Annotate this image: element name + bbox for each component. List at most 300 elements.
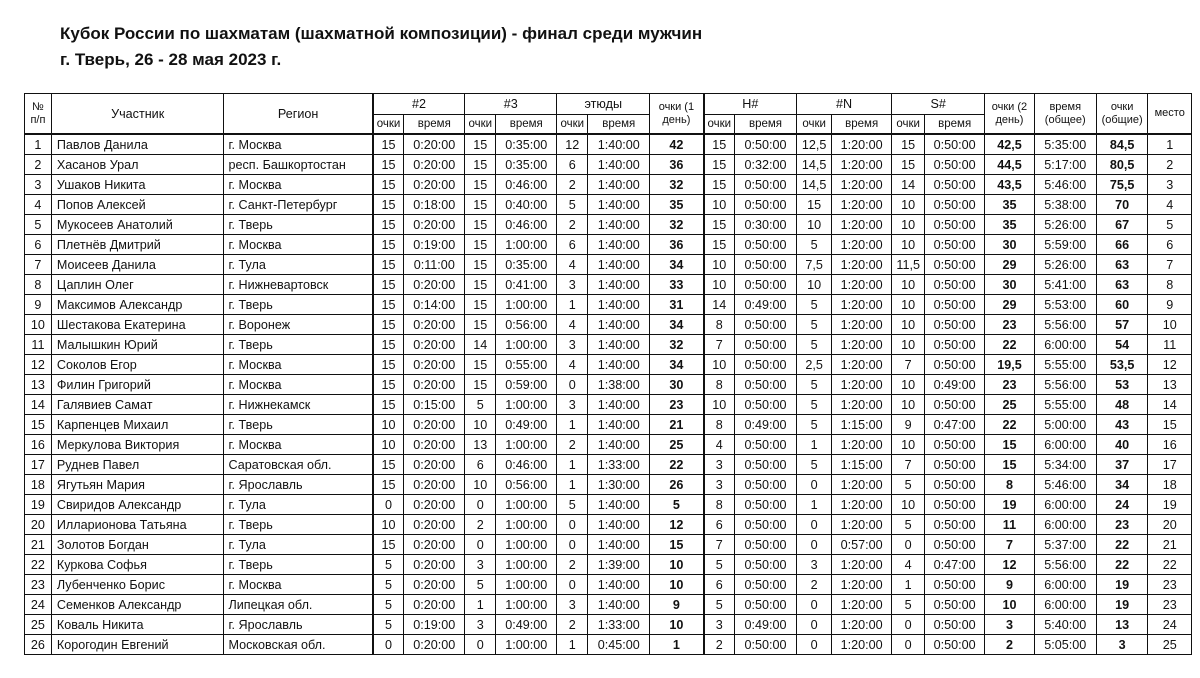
cell-g3-time: 0:55:00 [496, 355, 557, 375]
cell-g3-time: 0:56:00 [496, 315, 557, 335]
cell-place: 16 [1148, 435, 1192, 455]
table-row [25, 535, 1192, 555]
cell-g2-points: 15 [373, 455, 404, 475]
cell-s-points: 11,5 [892, 255, 925, 275]
cell-s-time: 0:50:00 [925, 435, 985, 455]
table-row [25, 575, 1192, 595]
cell-region: г. Нижневартовск [224, 275, 373, 295]
cell-etudes-points: 0 [557, 535, 588, 555]
cell-day1-points: 23 [650, 395, 704, 415]
subheader-time: время [735, 115, 797, 135]
cell-region: Московская обл. [224, 635, 373, 655]
cell-g2-points: 10 [373, 435, 404, 455]
cell-h-points: 15 [704, 134, 735, 155]
cell-n-points: 0 [797, 615, 832, 635]
cell-h-time: 0:50:00 [735, 575, 797, 595]
cell-s-time: 0:50:00 [925, 475, 985, 495]
cell-h-points: 7 [704, 535, 735, 555]
cell-etudes-time: 1:33:00 [588, 615, 650, 635]
cell-place: 8 [1148, 275, 1192, 295]
cell-points-total: 53,5 [1096, 355, 1148, 375]
cell-n-time: 1:20:00 [832, 315, 892, 335]
cell-s-time: 0:50:00 [925, 635, 985, 655]
cell-num: 2 [25, 155, 52, 175]
cell-etudes-time: 1:40:00 [588, 535, 650, 555]
cell-num: 6 [25, 235, 52, 255]
cell-day1-points: 34 [650, 355, 704, 375]
cell-g2-points: 15 [373, 255, 404, 275]
cell-participant: Максимов Александр [51, 295, 224, 315]
cell-g2-points: 15 [373, 235, 404, 255]
cell-etudes-points: 5 [557, 195, 588, 215]
cell-etudes-points: 1 [557, 415, 588, 435]
cell-num: 7 [25, 255, 52, 275]
col-header-day1: очки (1 день) [650, 94, 704, 135]
cell-day2-points: 15 [985, 435, 1035, 455]
cell-s-points: 10 [892, 395, 925, 415]
cell-g3-points: 10 [465, 475, 496, 495]
cell-s-time: 0:50:00 [925, 335, 985, 355]
cell-s-time: 0:47:00 [925, 415, 985, 435]
cell-g2-time: 0:20:00 [404, 635, 465, 655]
cell-h-points: 3 [704, 455, 735, 475]
cell-etudes-points: 4 [557, 315, 588, 335]
cell-participant: Корогодин Евгений [51, 635, 224, 655]
cell-s-time: 0:50:00 [925, 595, 985, 615]
cell-h-points: 10 [704, 395, 735, 415]
cell-points-total: 24 [1096, 495, 1148, 515]
cell-participant: Плетнёв Дмитрий [51, 235, 224, 255]
cell-place: 22 [1148, 555, 1192, 575]
cell-day2-points: 29 [985, 255, 1035, 275]
cell-points-total: 60 [1096, 295, 1148, 315]
table-row [25, 375, 1192, 395]
cell-n-points: 5 [797, 415, 832, 435]
cell-s-points: 10 [892, 275, 925, 295]
table-row [25, 155, 1192, 175]
cell-h-time: 0:50:00 [735, 134, 797, 155]
cell-g2-time: 0:11:00 [404, 255, 465, 275]
cell-etudes-time: 1:40:00 [588, 515, 650, 535]
cell-region: г. Тверь [224, 215, 373, 235]
cell-points-total: 34 [1096, 475, 1148, 495]
cell-n-time: 1:15:00 [832, 415, 892, 435]
cell-h-time: 0:50:00 [735, 255, 797, 275]
cell-participant: Хасанов Урал [51, 155, 224, 175]
cell-h-points: 5 [704, 555, 735, 575]
cell-points-total: 19 [1096, 575, 1148, 595]
subheader-points: очки [373, 115, 404, 135]
cell-g3-points: 15 [465, 215, 496, 235]
cell-s-points: 10 [892, 215, 925, 235]
cell-etudes-time: 1:40:00 [588, 215, 650, 235]
cell-g3-time: 1:00:00 [496, 295, 557, 315]
cell-g3-points: 15 [465, 235, 496, 255]
cell-h-points: 15 [704, 235, 735, 255]
cell-time-total: 5:35:00 [1034, 134, 1096, 155]
cell-day2-points: 25 [985, 395, 1035, 415]
cell-participant: Руднев Павел [51, 455, 224, 475]
cell-n-points: 10 [797, 275, 832, 295]
cell-etudes-time: 1:40:00 [588, 134, 650, 155]
cell-place: 10 [1148, 315, 1192, 335]
cell-participant: Мукосеев Анатолий [51, 215, 224, 235]
cell-num: 26 [25, 635, 52, 655]
cell-n-time: 1:20:00 [832, 495, 892, 515]
table-row [25, 355, 1192, 375]
cell-g2-points: 15 [373, 134, 404, 155]
cell-h-time: 0:50:00 [735, 395, 797, 415]
cell-g2-points: 10 [373, 415, 404, 435]
cell-etudes-points: 4 [557, 355, 588, 375]
cell-day1-points: 32 [650, 335, 704, 355]
cell-time-total: 6:00:00 [1034, 595, 1096, 615]
cell-points-total: 23 [1096, 515, 1148, 535]
cell-g3-points: 0 [465, 495, 496, 515]
cell-s-points: 5 [892, 475, 925, 495]
cell-s-points: 14 [892, 175, 925, 195]
cell-etudes-points: 6 [557, 155, 588, 175]
cell-day1-points: 15 [650, 535, 704, 555]
col-header-points-total: очки (общие) [1096, 94, 1148, 135]
cell-h-points: 8 [704, 415, 735, 435]
cell-time-total: 5:53:00 [1034, 295, 1096, 315]
cell-n-time: 1:20:00 [832, 355, 892, 375]
cell-g3-points: 15 [465, 175, 496, 195]
cell-g2-points: 5 [373, 575, 404, 595]
cell-participant: Ушаков Никита [51, 175, 224, 195]
cell-s-points: 1 [892, 575, 925, 595]
cell-g2-time: 0:20:00 [404, 475, 465, 495]
subheader-time: время [588, 115, 650, 135]
cell-time-total: 5:17:00 [1034, 155, 1096, 175]
cell-s-time: 0:50:00 [925, 255, 985, 275]
cell-g3-time: 0:59:00 [496, 375, 557, 395]
table-body [25, 134, 1192, 655]
cell-g3-time: 0:49:00 [496, 615, 557, 635]
cell-n-time: 1:20:00 [832, 375, 892, 395]
cell-points-total: 53 [1096, 375, 1148, 395]
cell-region: г. Москва [224, 575, 373, 595]
cell-etudes-points: 4 [557, 255, 588, 275]
cell-etudes-time: 1:40:00 [588, 175, 650, 195]
cell-g2-time: 0:20:00 [404, 435, 465, 455]
cell-g3-time: 1:00:00 [496, 635, 557, 655]
cell-day2-points: 29 [985, 295, 1035, 315]
cell-g2-points: 15 [373, 295, 404, 315]
col-header-num: № п/п [25, 94, 52, 135]
cell-etudes-time: 1:40:00 [588, 195, 650, 215]
cell-place: 7 [1148, 255, 1192, 275]
cell-points-total: 37 [1096, 455, 1148, 475]
cell-participant: Павлов Данила [51, 134, 224, 155]
cell-g3-time: 1:00:00 [496, 495, 557, 515]
cell-g3-time: 1:00:00 [496, 575, 557, 595]
cell-place: 14 [1148, 395, 1192, 415]
cell-place: 3 [1148, 175, 1192, 195]
document-title: Кубок России по шахматам (шахматной композиции) - финал среди мужчин [60, 24, 703, 43]
cell-place: 23 [1148, 595, 1192, 615]
cell-region: Липецкая обл. [224, 595, 373, 615]
cell-g2-time: 0:20:00 [404, 535, 465, 555]
cell-etudes-time: 1:40:00 [588, 295, 650, 315]
cell-h-points: 15 [704, 175, 735, 195]
cell-g3-points: 14 [465, 335, 496, 355]
cell-etudes-points: 6 [557, 235, 588, 255]
cell-g2-points: 15 [373, 395, 404, 415]
cell-g3-points: 15 [465, 355, 496, 375]
cell-place: 21 [1148, 535, 1192, 555]
cell-participant: Коваль Никита [51, 615, 224, 635]
cell-s-points: 0 [892, 615, 925, 635]
cell-day1-points: 32 [650, 175, 704, 195]
cell-g2-time: 0:20:00 [404, 495, 465, 515]
cell-g3-points: 3 [465, 615, 496, 635]
cell-time-total: 5:00:00 [1034, 415, 1096, 435]
cell-s-time: 0:50:00 [925, 495, 985, 515]
cell-num: 25 [25, 615, 52, 635]
cell-time-total: 5:40:00 [1034, 615, 1096, 635]
cell-h-time: 0:50:00 [735, 195, 797, 215]
cell-g3-time: 0:35:00 [496, 134, 557, 155]
cell-day2-points: 2 [985, 635, 1035, 655]
table-row [25, 615, 1192, 635]
cell-region: г. Тула [224, 495, 373, 515]
cell-participant: Филин Григорий [51, 375, 224, 395]
table-row [25, 295, 1192, 315]
cell-etudes-time: 1:40:00 [588, 395, 650, 415]
cell-g2-time: 0:20:00 [404, 315, 465, 335]
col-header-participant: Участник [51, 94, 224, 135]
subheader-time: время [496, 115, 557, 135]
cell-day1-points: 21 [650, 415, 704, 435]
cell-g2-time: 0:20:00 [404, 555, 465, 575]
cell-h-time: 0:50:00 [735, 535, 797, 555]
cell-participant: Ягутьян Мария [51, 475, 224, 495]
cell-h-points: 10 [704, 355, 735, 375]
cell-s-time: 0:49:00 [925, 375, 985, 395]
cell-g2-points: 15 [373, 215, 404, 235]
cell-day2-points: 43,5 [985, 175, 1035, 195]
cell-day1-points: 33 [650, 275, 704, 295]
cell-points-total: 80,5 [1096, 155, 1148, 175]
cell-place: 4 [1148, 195, 1192, 215]
cell-day2-points: 44,5 [985, 155, 1035, 175]
cell-g2-time: 0:20:00 [404, 375, 465, 395]
cell-etudes-time: 1:40:00 [588, 275, 650, 295]
table-row [25, 435, 1192, 455]
cell-day1-points: 22 [650, 455, 704, 475]
cell-h-time: 0:50:00 [735, 495, 797, 515]
cell-etudes-time: 1:40:00 [588, 435, 650, 455]
cell-time-total: 5:26:00 [1034, 255, 1096, 275]
cell-h-time: 0:30:00 [735, 215, 797, 235]
cell-s-points: 10 [892, 375, 925, 395]
cell-g3-points: 2 [465, 515, 496, 535]
cell-num: 1 [25, 134, 52, 155]
document-subtitle: г. Тверь, 26 - 28 мая 2023 г. [60, 50, 282, 69]
cell-points-total: 3 [1096, 635, 1148, 655]
cell-h-time: 0:49:00 [735, 615, 797, 635]
cell-g2-points: 15 [373, 335, 404, 355]
col-header-g2: #2 [373, 94, 465, 115]
cell-h-points: 10 [704, 255, 735, 275]
cell-time-total: 5:26:00 [1034, 215, 1096, 235]
cell-points-total: 75,5 [1096, 175, 1148, 195]
table-row [25, 215, 1192, 235]
cell-day2-points: 30 [985, 235, 1035, 255]
cell-s-time: 0:50:00 [925, 175, 985, 195]
cell-region: г. Тверь [224, 335, 373, 355]
cell-time-total: 5:41:00 [1034, 275, 1096, 295]
cell-place: 20 [1148, 515, 1192, 535]
cell-day1-points: 10 [650, 555, 704, 575]
cell-g2-time: 0:20:00 [404, 275, 465, 295]
cell-h-time: 0:50:00 [735, 275, 797, 295]
cell-g2-time: 0:14:00 [404, 295, 465, 315]
cell-points-total: 40 [1096, 435, 1148, 455]
cell-region: г. Нижнекамск [224, 395, 373, 415]
cell-region: г. Тверь [224, 415, 373, 435]
cell-s-time: 0:50:00 [925, 455, 985, 475]
cell-region: Саратовская обл. [224, 455, 373, 475]
cell-region: г. Тверь [224, 515, 373, 535]
cell-day2-points: 12 [985, 555, 1035, 575]
cell-n-time: 1:20:00 [832, 295, 892, 315]
cell-num: 14 [25, 395, 52, 415]
cell-n-points: 1 [797, 435, 832, 455]
cell-g2-points: 5 [373, 615, 404, 635]
cell-h-time: 0:50:00 [735, 515, 797, 535]
cell-region: г. Москва [224, 355, 373, 375]
cell-region: г. Тула [224, 535, 373, 555]
cell-etudes-points: 2 [557, 175, 588, 195]
cell-h-points: 3 [704, 615, 735, 635]
cell-g3-points: 0 [465, 635, 496, 655]
cell-etudes-time: 1:38:00 [588, 375, 650, 395]
cell-n-points: 5 [797, 335, 832, 355]
cell-n-points: 14,5 [797, 175, 832, 195]
cell-etudes-points: 5 [557, 495, 588, 515]
cell-day1-points: 30 [650, 375, 704, 395]
cell-day1-points: 31 [650, 295, 704, 315]
cell-n-points: 15 [797, 195, 832, 215]
cell-day2-points: 22 [985, 335, 1035, 355]
cell-s-time: 0:50:00 [925, 275, 985, 295]
cell-time-total: 5:05:00 [1034, 635, 1096, 655]
cell-n-points: 0 [797, 475, 832, 495]
table-row [25, 555, 1192, 575]
cell-points-total: 84,5 [1096, 134, 1148, 155]
cell-h-time: 0:50:00 [735, 315, 797, 335]
cell-n-time: 1:20:00 [832, 134, 892, 155]
cell-etudes-points: 3 [557, 275, 588, 295]
subheader-points: очки [797, 115, 832, 135]
cell-h-points: 3 [704, 475, 735, 495]
cell-s-time: 0:50:00 [925, 535, 985, 555]
cell-place: 25 [1148, 635, 1192, 655]
cell-g3-points: 10 [465, 415, 496, 435]
cell-num: 9 [25, 295, 52, 315]
cell-s-points: 10 [892, 435, 925, 455]
cell-s-points: 5 [892, 515, 925, 535]
cell-h-time: 0:50:00 [735, 235, 797, 255]
cell-g2-points: 10 [373, 515, 404, 535]
table-row [25, 595, 1192, 615]
cell-day2-points: 15 [985, 455, 1035, 475]
cell-h-points: 15 [704, 215, 735, 235]
cell-h-points: 8 [704, 315, 735, 335]
cell-h-time: 0:50:00 [735, 595, 797, 615]
cell-s-points: 15 [892, 134, 925, 155]
cell-time-total: 5:37:00 [1034, 535, 1096, 555]
cell-g2-time: 0:20:00 [404, 575, 465, 595]
cell-g3-time: 1:00:00 [496, 335, 557, 355]
cell-n-points: 1 [797, 495, 832, 515]
cell-participant: Соколов Егор [51, 355, 224, 375]
subheader-points: очки [557, 115, 588, 135]
cell-region: г. Москва [224, 435, 373, 455]
cell-region: г. Тверь [224, 295, 373, 315]
cell-day1-points: 9 [650, 595, 704, 615]
cell-h-time: 0:50:00 [735, 375, 797, 395]
cell-n-points: 7,5 [797, 255, 832, 275]
cell-g2-points: 15 [373, 535, 404, 555]
cell-g3-points: 15 [465, 295, 496, 315]
cell-s-points: 15 [892, 155, 925, 175]
cell-day1-points: 36 [650, 155, 704, 175]
cell-day2-points: 19,5 [985, 355, 1035, 375]
cell-s-points: 10 [892, 235, 925, 255]
cell-h-time: 0:50:00 [735, 175, 797, 195]
cell-etudes-points: 2 [557, 615, 588, 635]
cell-n-points: 3 [797, 555, 832, 575]
cell-g3-time: 0:35:00 [496, 255, 557, 275]
cell-s-time: 0:50:00 [925, 155, 985, 175]
cell-day2-points: 42,5 [985, 134, 1035, 155]
cell-etudes-time: 1:40:00 [588, 575, 650, 595]
cell-points-total: 66 [1096, 235, 1148, 255]
cell-points-total: 13 [1096, 615, 1148, 635]
table-row [25, 235, 1192, 255]
cell-etudes-time: 1:40:00 [588, 255, 650, 275]
cell-etudes-time: 1:39:00 [588, 555, 650, 575]
cell-num: 10 [25, 315, 52, 335]
cell-points-total: 67 [1096, 215, 1148, 235]
cell-g2-points: 0 [373, 495, 404, 515]
cell-n-points: 5 [797, 315, 832, 335]
col-header-s: S# [892, 94, 985, 115]
cell-num: 22 [25, 555, 52, 575]
cell-day1-points: 34 [650, 255, 704, 275]
cell-day2-points: 30 [985, 275, 1035, 295]
cell-n-points: 2,5 [797, 355, 832, 375]
cell-g2-time: 0:19:00 [404, 615, 465, 635]
cell-s-points: 10 [892, 315, 925, 335]
cell-place: 6 [1148, 235, 1192, 255]
cell-day1-points: 1 [650, 635, 704, 655]
cell-g3-time: 0:46:00 [496, 175, 557, 195]
cell-day1-points: 25 [650, 435, 704, 455]
cell-points-total: 63 [1096, 275, 1148, 295]
cell-day1-points: 34 [650, 315, 704, 335]
cell-place: 1 [1148, 134, 1192, 155]
cell-g2-points: 15 [373, 375, 404, 395]
cell-h-points: 4 [704, 435, 735, 455]
cell-n-time: 1:20:00 [832, 215, 892, 235]
cell-n-points: 0 [797, 515, 832, 535]
cell-n-points: 5 [797, 395, 832, 415]
